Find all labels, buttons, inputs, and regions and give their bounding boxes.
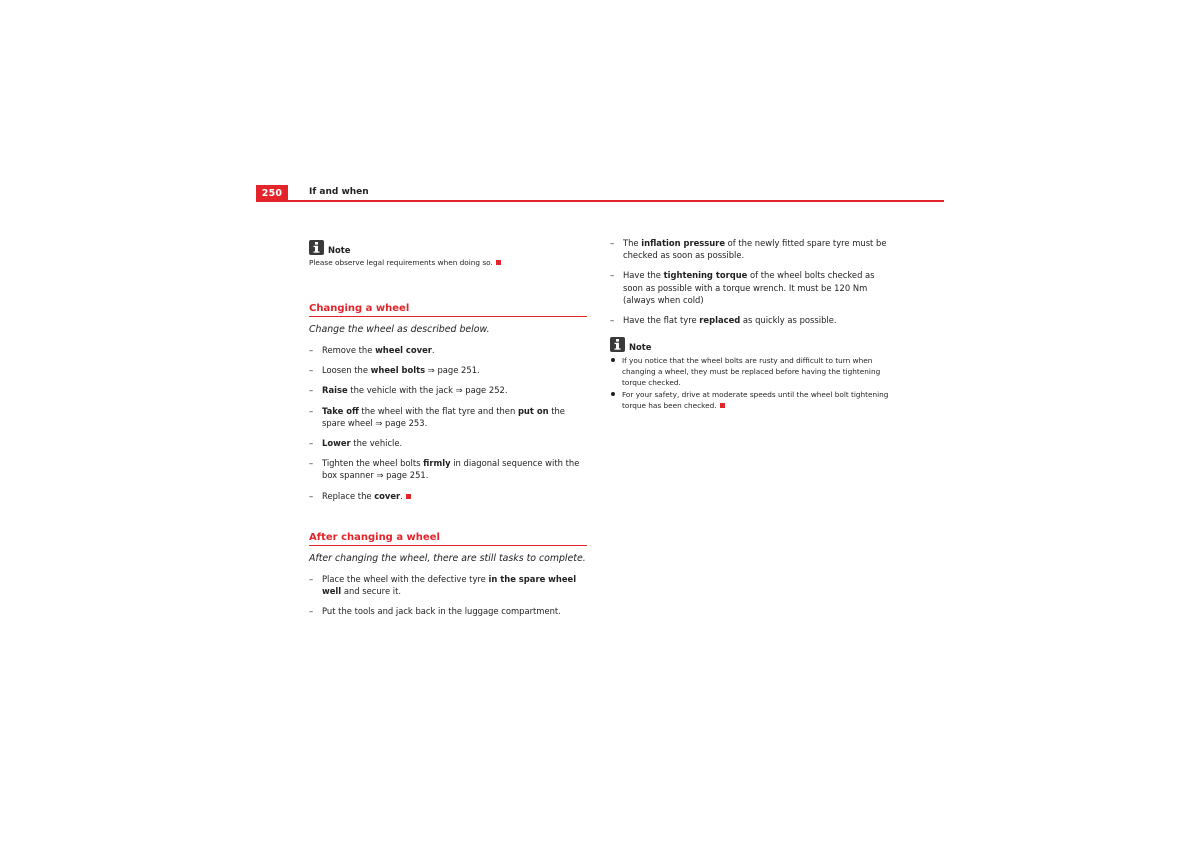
list-item	[309, 405, 589, 429]
plain-text: the spare wheel ⇒ page 253.	[322, 405, 565, 428]
list-item-text	[322, 437, 589, 449]
dash-marker: –	[309, 405, 314, 416]
end-mark-icon	[406, 494, 411, 499]
emphasis-text: wheel cover	[375, 345, 432, 355]
list-item-text	[322, 344, 589, 356]
emphasis-text: cover	[374, 490, 401, 501]
list-item-text	[322, 384, 589, 396]
list-item-text	[623, 269, 890, 306]
plain-text: of the wheel bolts checked as soon as possible with a torque wrench. It must be 120 Nm (always when cold)	[623, 270, 875, 305]
dash-marker: –	[309, 490, 314, 501]
plain-text: ⇒ page 251.	[425, 365, 480, 376]
right-column	[610, 237, 890, 411]
list-item	[309, 490, 589, 502]
list-item	[309, 605, 589, 617]
dash-marker: –	[309, 345, 314, 355]
chapter-title: If and when	[309, 187, 369, 197]
list-item	[610, 269, 890, 306]
plain-text: and secure it.	[341, 586, 402, 597]
note-header	[610, 337, 890, 352]
bullet-icon	[610, 355, 622, 388]
list-item-text	[322, 605, 589, 617]
plain-text: the wheel with the flat tyre and then	[358, 405, 518, 416]
plain-text: The	[623, 238, 642, 248]
dash-marker: –	[309, 365, 314, 376]
info-icon	[309, 240, 324, 255]
plain-text: Remove the	[322, 345, 376, 355]
note-bullet-text: For your safety, drive at moderate speeds until the wheel bolt tightening torque has been checked.	[622, 390, 889, 411]
dash-marker: –	[610, 238, 615, 248]
plain-text: Loosen the	[322, 365, 371, 376]
list-item	[309, 457, 589, 481]
emphasis-text: firmly	[423, 458, 451, 469]
note-header	[309, 240, 589, 255]
plain-text: the vehicle with the jack ⇒ page 252.	[347, 385, 508, 396]
list-item	[610, 237, 890, 261]
section-intro: After changing the wheel, there are still tasks to complete.	[309, 552, 586, 564]
dash-marker: –	[610, 270, 615, 281]
list-item-text	[322, 490, 589, 502]
section-intro: Change the wheel as described below.	[309, 324, 490, 335]
emphasis-text: Raise	[322, 385, 348, 396]
list-item	[309, 344, 589, 356]
list-item	[309, 573, 589, 597]
list-item-text	[322, 364, 589, 376]
step-list	[610, 237, 890, 326]
emphasis-text: wheel bolts	[370, 365, 426, 376]
end-mark-icon	[496, 260, 501, 265]
list-item-text	[623, 237, 890, 261]
left-column	[309, 240, 589, 617]
step-list	[309, 344, 589, 502]
plain-text: Have the flat tyre	[623, 315, 700, 326]
note-box	[309, 240, 589, 268]
note-bullet-text: If you notice that the wheel bolts are rusty and difficult to turn when changing a wheel, they must be replaced before having the tightening torque checked.	[622, 356, 881, 388]
plain-text: in diagonal sequence with the box spanner ⇒ page 251.	[322, 458, 580, 481]
emphasis-text: Lower	[322, 438, 351, 449]
plain-text: Have the	[623, 270, 664, 281]
dash-marker: –	[309, 438, 314, 449]
note-label: Note	[328, 245, 351, 255]
section-title: After changing a wheel	[309, 531, 587, 546]
dash-marker: –	[610, 315, 615, 326]
emphasis-text: Take off	[322, 405, 359, 416]
section-changing-wheel	[309, 302, 589, 502]
plain-text: Tighten the wheel bolts	[322, 458, 424, 469]
list-item-text	[623, 314, 890, 326]
emphasis-text: inflation pressure	[641, 238, 725, 248]
dash-marker: –	[309, 573, 314, 584]
list-item	[610, 314, 890, 326]
plain-text: .	[400, 490, 403, 501]
emphasis-text: tightening torque	[663, 270, 748, 281]
note-box	[610, 337, 890, 411]
dash-marker: –	[309, 385, 314, 396]
list-item	[309, 437, 589, 449]
dash-marker: –	[309, 606, 314, 617]
header-rule	[256, 200, 944, 202]
emphasis-text: replaced	[699, 315, 741, 326]
section-title: Changing a wheel	[309, 302, 587, 317]
note-text: Please observe legal requirements when doing so.	[309, 257, 589, 268]
bullet-icon	[610, 389, 622, 411]
note-bullet	[610, 355, 890, 388]
step-list	[309, 573, 589, 618]
info-icon	[610, 337, 625, 352]
emphasis-text: in the spare wheel well	[322, 573, 577, 597]
list-item-text	[322, 573, 589, 597]
plain-text: as quickly as possible.	[740, 315, 837, 326]
note-label: Note	[629, 342, 652, 353]
plain-text: Replace the	[322, 490, 375, 501]
list-item-text	[322, 457, 589, 481]
plain-text: the vehicle.	[350, 438, 403, 449]
plain-text: Put the tools and jack back in the luggage compartment.	[322, 606, 561, 617]
note-bullet	[610, 389, 890, 411]
emphasis-text: put on	[517, 405, 549, 416]
page-number: 250	[256, 185, 288, 201]
list-item	[309, 384, 589, 396]
list-item	[309, 364, 589, 376]
plain-text: .	[431, 345, 435, 355]
dash-marker: –	[309, 458, 314, 469]
end-mark-icon	[720, 403, 725, 408]
list-item-text	[322, 405, 589, 429]
plain-text: Place the wheel with the defective tyre	[322, 573, 489, 584]
plain-text: of the newly fitted spare tyre must be checked as soon as possible.	[623, 238, 887, 261]
section-after-changing	[309, 531, 589, 618]
